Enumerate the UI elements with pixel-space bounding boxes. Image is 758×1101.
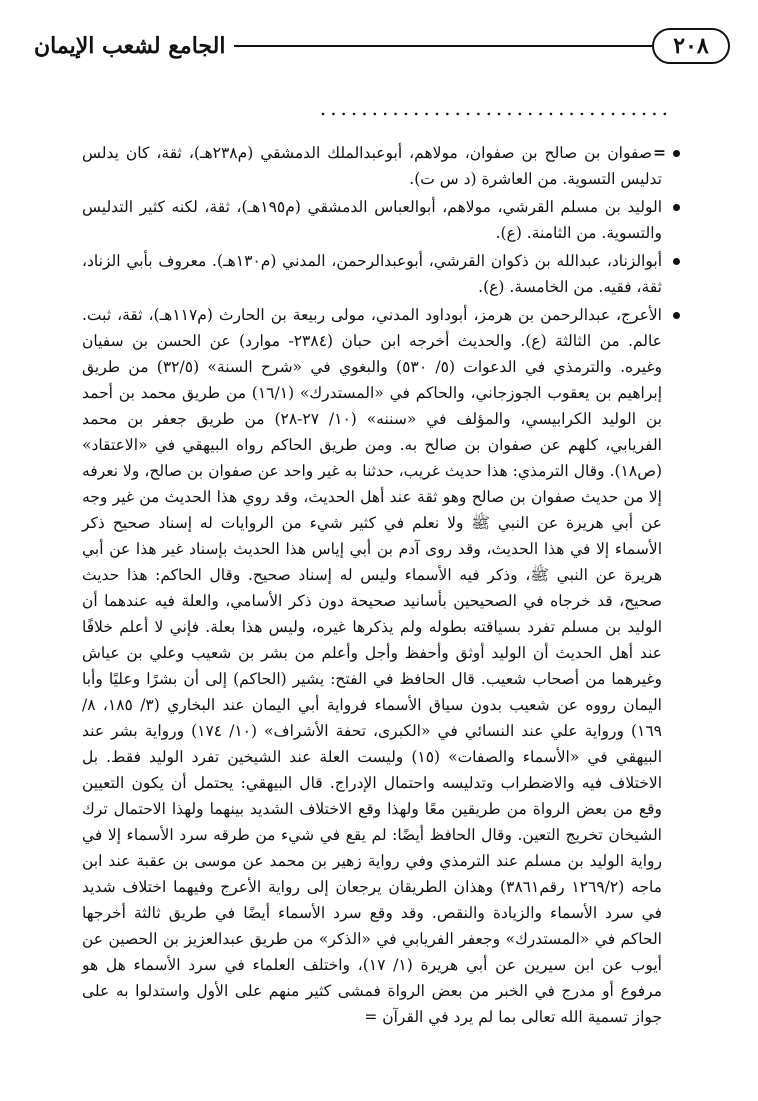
entry-text: صفوان بن صالح بن صفوان، مولاهم، أبوعبدالملك الدمشقي (م٢٣٨هـ)، ثقة، كان يدلس تدليس التسوية. من العاشرة (د س ت).: [82, 144, 662, 188]
entry-text: الوليد بن مسلم القرشي، مولاهم، أبوالعباس الدمشقي (م١٩٥هـ)، ثقة، لكنه كثير التدليس والتسوية. من الثامنة. (ع).: [82, 198, 662, 242]
running-title: الجامع لشعب الإيمان: [34, 33, 226, 59]
footnote-entry: [82, 140, 676, 192]
continuation-mark: =: [653, 143, 666, 162]
entry-text: الأعرج، عبدالرحمن بن هرمز، أبوداود المدني، مولى ربيعة بن الحارث (م١١٧هـ)، ثقة، ثبت. عالم. من الثالثة (ع). والحديث أخرجه ابن حبان (٢٣٨٤- موارد) عن الحسن بن سفيان وغيره. والترمذي في الدعوات (٥/ ٥٣٠) والبغوي في «شرح السنة» (٣٢/٥) من طريق إبراهيم بن يعقوب الجوزجاني، والحاكم في «المستدرك» (١٦/١) من طريق محمد بن أحمد بن الوليد الكرابيسي، والمؤلف في «سننه» (١٠/ ٢٧-٢٨) من طريق جعفر بن محمد الفريابي، كلهم عن صفوان بن صالح به. ومن طريق الحاكم رواه البيهقي في «الاعتقاد» (ص١٨). وقال الترمذي: هذا حديث غريب، حدثنا به غير واحد عن صفوان بن صالح، ولا نعرفه إلا من حديث صفوان بن صالح وهو ثقة عند أهل الحديث، وقد روي هذا الحديث من غير وجه عن أبي هريرة عن النبي ﷺ ولا نعلم في كثير شيء من الروايات له إسناد صحيح ذكر الأسماء إلا في هذا الحديث، وقد روى آدم بن أبي إياس هذا الحديث بإسناد غير هذا عن أبي هريرة عن النبي ﷺ، وذكر فيه الأسماء وليس له إسناد صحيح. وقال الحاكم: هذا حديث صحيح، قد خرجاه في الصحيحين بأسانيد صحيحة دون ذكر الأسامي، والعلة فيه عندهما أن الوليد بن مسلم تفرد بسياقته بطوله ولم يذكرها غيره، وليس هذا بعلة. فإني لا أعلم خلافًا عند أهل الحديث أن الوليد أوثق وأحفظ وأجل وأعلم من بشر بن شعيب وعلي بن عياش وغيرهما من أصحاب شعيب. قال الحافظ في الفتح: يشير (الحاكم) إلى أن بشرًا وعليًا وأبا اليمان رووه عن شعيب بدون سياق الأسماء فرواية أبي اليمان عند البخاري (٣/ ١٨٥، ٨/ ١٦٩) ورواية علي عند النسائي في «الكبرى، تحفة الأشراف» (١٠/ ١٧٤) ورواية بشر عند البيهقي في «الأسماء والصفات» (١٥) وليست العلة عند الشيخين تفرد الوليد فقط. بل الاختلاف فيه والاضطراب وتدليسه واحتمال الإدراج. قال البيهقي: يحتمل أن يكون التعيين وقع من بعض الرواة من طريقين معًا ولهذا وقع الاختلاف الشديد بينهما ولهذا الاحتمال ترك الشيخان تخريج التعين. وقال الحافظ أيضًا: لم يقع في شيء من طرقه سرد الأسماء إلا في رواية الوليد بن مسلم عند الترمذي وفي رواية زهير بن محمد عن موسى بن عقبة عند ابن ماجه (١٢٦٩/٢ رقم٣٨٦١) وهذان الطريقان يرجعان إلى رواية الأعرج وفيهما اختلاف شديد في سرد الأسماء والزيادة والنقص. وقد وقع سرد الأسماء أيضًا في طريق ثالثة أخرجها الحاكم في «المستدرك» وجعفر الفريابي في «الذكر» من طريق عبدالعزيز بن الحصين عن أيوب عن ابن سيرين عن أبي هريرة (١/ ١٧)، واختلف العلماء في سرد الأسماء هل هو مرفوع أو مدرج في الخبر من بعض الرواة فمشى كثير منهم على الأول واستدلوا به على جواز تسمية الله تعالى بما لم يرد في القرآن =: [82, 306, 663, 1026]
footnotes: [82, 140, 676, 1032]
footnote-entry: [82, 302, 676, 1030]
header-rule: [234, 45, 652, 47]
bullet-icon: [673, 150, 680, 157]
footnote-entry: [82, 248, 676, 300]
footnote-entry: [82, 194, 676, 246]
page-number: ٢٠٨: [652, 28, 730, 64]
page-header: [34, 28, 730, 68]
entry-text: أبوالزناد، عبدالله بن ذكوان القرشي، أبوعبدالرحمن، المدني (م١٣٠هـ). معروف بأبي الزناد، ثقة، فقيه. من الخامسة. (ع).: [82, 252, 662, 296]
bullet-icon: [673, 312, 680, 319]
bullet-icon: [673, 204, 680, 211]
footnote-separator: ..................................: [319, 96, 672, 120]
bullet-icon: [673, 258, 680, 265]
